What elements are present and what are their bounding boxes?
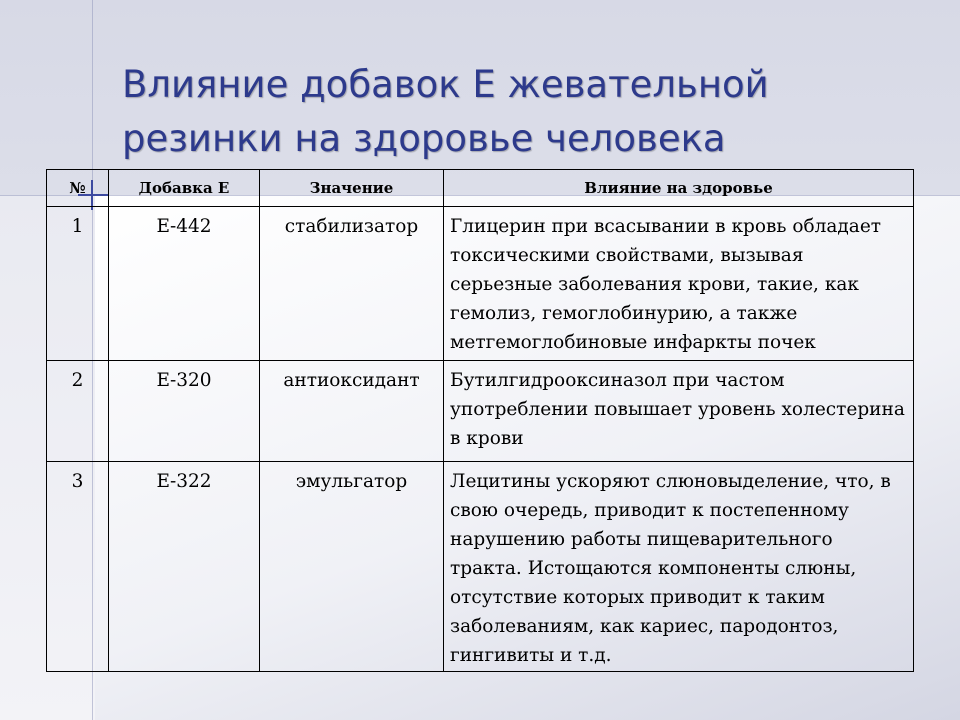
row-number: 3 (47, 462, 109, 672)
header-additive: Добавка Е (109, 170, 260, 207)
table-row (47, 462, 914, 672)
table-row (47, 361, 914, 462)
slide-title (122, 58, 922, 166)
health-effect: Глицерин при всасывании в кровь обладает токсическими свойствами, вызывая серьезные заболевания крови, такие, как гемолиз, гемоглобинурию, а также метгемоглобиновые инфаркты почек (444, 207, 914, 361)
additive-code: Е-442 (109, 207, 260, 361)
additive-meaning: стабилизатор (260, 207, 444, 361)
header-number: № (47, 170, 109, 207)
title-line-1: Влияние добавок Е жевательной (122, 63, 769, 106)
header-meaning: Значение (260, 170, 444, 207)
header-health-effect: Влияние на здоровье (444, 170, 914, 207)
additive-meaning: антиоксидант (260, 361, 444, 462)
additive-meaning: эмульгатор (260, 462, 444, 672)
additive-code: Е-322 (109, 462, 260, 672)
row-number: 2 (47, 361, 109, 462)
row-number: 1 (47, 207, 109, 361)
title-line-2: резинки на здоровье человека (122, 117, 726, 160)
health-effect: Лецитины ускоряют слюновыделение, что, в свою очередь, приводит к постепенному нарушению работы пищеварительного тракта. Истощаются компоненты слюны, отсутствие которых приводит к таким заболеваниям, как кариес, пародонтоз, гингивиты и т.д. (444, 462, 914, 672)
health-effect: Бутилгидрооксиназол при частом употреблении повышает уровень холестерина в крови (444, 361, 914, 462)
table-header-row (47, 170, 914, 207)
additives-table (46, 169, 914, 672)
table-row (47, 207, 914, 361)
additive-code: Е-320 (109, 361, 260, 462)
